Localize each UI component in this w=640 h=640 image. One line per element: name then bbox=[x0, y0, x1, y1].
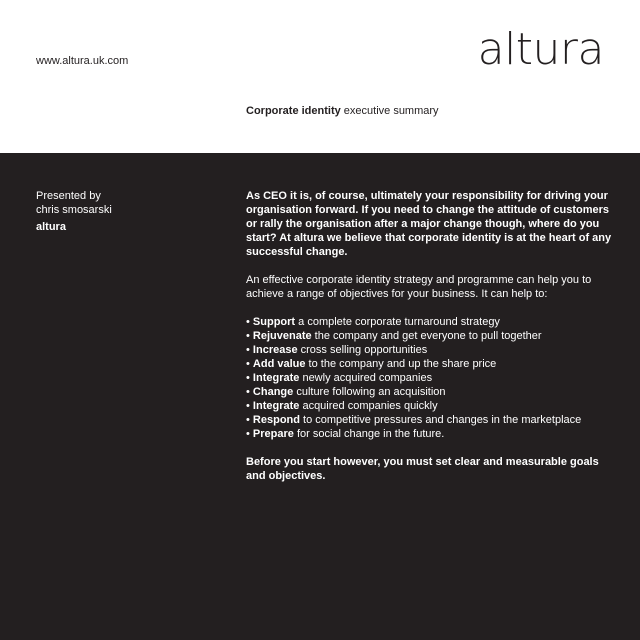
objective-keyword: Support bbox=[252, 316, 296, 328]
bullet-glyph: • bbox=[246, 386, 250, 398]
presenter-name: chris smosarski bbox=[36, 204, 112, 216]
objective-text: newly acquired companies bbox=[299, 372, 433, 384]
list-item bbox=[246, 357, 616, 371]
list-item bbox=[246, 315, 616, 329]
closing-paragraph: Before you start however, you must set clear and measurable goals and objectives. bbox=[246, 456, 599, 482]
list-item bbox=[246, 413, 616, 427]
content-section bbox=[0, 153, 640, 640]
objective-keyword: Change bbox=[252, 386, 294, 398]
objective-text: to the company and up the share price bbox=[305, 358, 497, 370]
bullet-glyph: • bbox=[246, 344, 250, 356]
document-title-strong: Corporate identity bbox=[246, 105, 341, 117]
objective-text: to competitive pressures and changes in the marketplace bbox=[299, 414, 582, 426]
objective-text: cross selling opportunities bbox=[297, 344, 428, 356]
bullet-glyph: • bbox=[246, 358, 250, 370]
summary-body bbox=[246, 189, 616, 483]
list-item bbox=[246, 427, 616, 441]
objective-keyword: Prepare bbox=[252, 428, 294, 440]
intro-paragraph: As CEO it is, of course, ultimately your responsibility for driving your organisation forward. If you need to change the attitude of customers or rally the organisation after a major change though, where do you start? At altura we believe that corporate identity is at the heart of any successful change. bbox=[246, 190, 612, 258]
objective-keyword: Add value bbox=[252, 358, 306, 370]
document-title bbox=[246, 105, 439, 117]
objectives-list bbox=[246, 315, 616, 441]
objective-keyword: Integrate bbox=[252, 400, 300, 412]
objective-text: a complete corporate turnaround strategy bbox=[295, 316, 500, 328]
bullet-glyph: • bbox=[246, 316, 250, 328]
bullet-glyph: • bbox=[246, 330, 250, 342]
objective-text: culture following an acquisition bbox=[293, 386, 446, 398]
bullet-glyph: • bbox=[246, 428, 250, 440]
objective-keyword: Increase bbox=[252, 344, 298, 356]
bullet-glyph: • bbox=[246, 400, 250, 412]
list-item bbox=[246, 329, 616, 343]
list-item bbox=[246, 343, 616, 357]
presenter-info bbox=[36, 189, 112, 234]
list-item bbox=[246, 399, 616, 413]
objective-keyword: Integrate bbox=[252, 372, 300, 384]
list-item bbox=[246, 385, 616, 399]
presenter-organisation: altura bbox=[36, 221, 66, 233]
objective-text: acquired companies quickly bbox=[299, 400, 438, 412]
objective-keyword: Rejuvenate bbox=[252, 330, 312, 342]
header-section bbox=[0, 0, 640, 153]
presented-by-label: Presented by bbox=[36, 190, 101, 202]
website-url[interactable]: www.altura.uk.com bbox=[36, 55, 129, 67]
objective-text: the company and get everyone to pull together bbox=[311, 330, 542, 342]
objective-keyword: Respond bbox=[252, 414, 300, 426]
bullet-glyph: • bbox=[246, 414, 250, 426]
objective-text: for social change in the future. bbox=[293, 428, 445, 440]
document-title-rest: executive summary bbox=[340, 105, 439, 117]
altura-logo: altura bbox=[477, 24, 604, 75]
objectives-paragraph: An effective corporate identity strategy and programme can help you to achieve a range of objectives for your business. It can help to: bbox=[246, 274, 592, 300]
bullet-glyph: • bbox=[246, 372, 250, 384]
list-item bbox=[246, 371, 616, 385]
